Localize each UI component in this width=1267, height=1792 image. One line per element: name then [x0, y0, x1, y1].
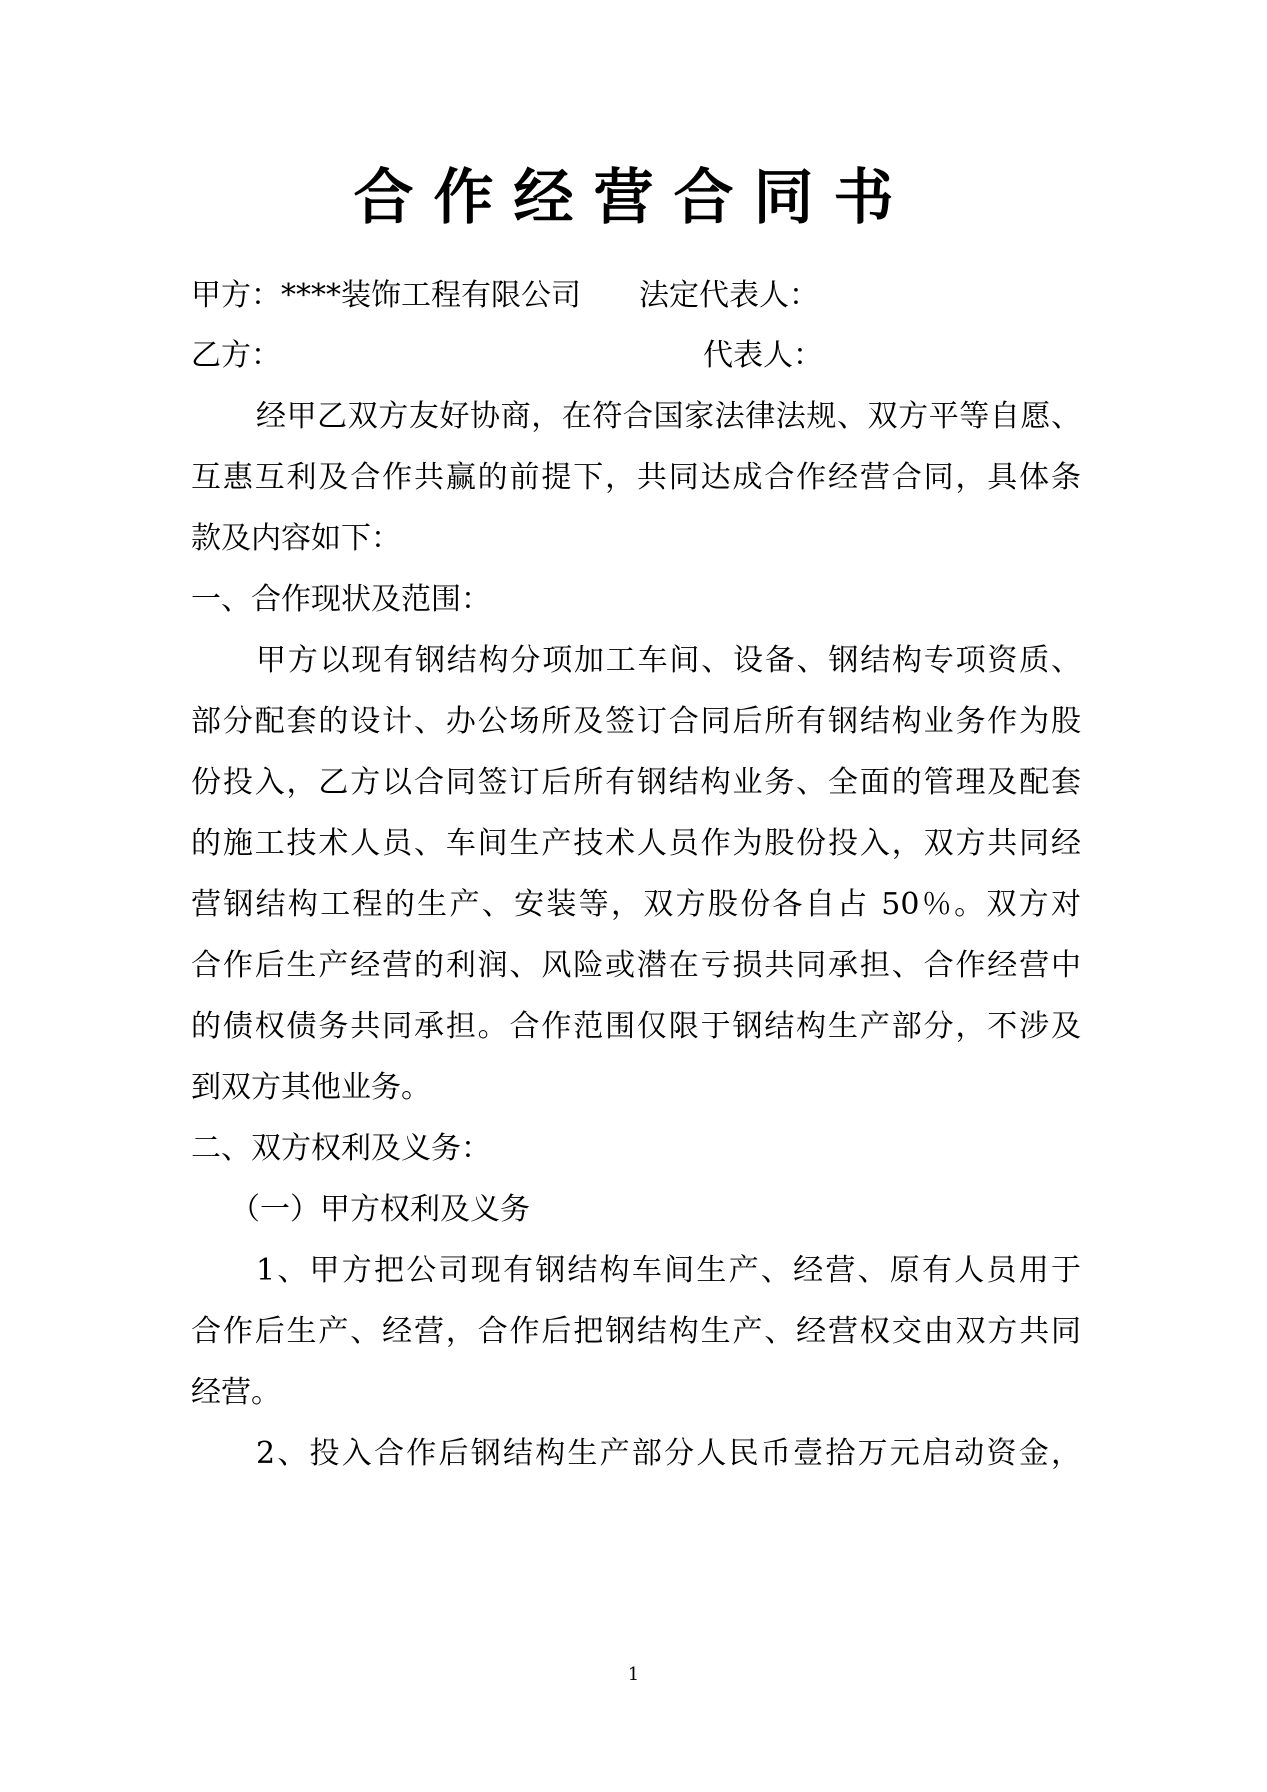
section-heading: 二、双方权利及义务： — [191, 1131, 491, 1166]
paragraph-line: 份投入，乙方以合同签订后所有钢结构业务、全面的管理及配套 — [191, 765, 1081, 800]
paragraph-line: 1、甲方把公司现有钢结构车间生产、经营、原有人员用于 — [256, 1253, 1081, 1288]
paragraph-line: 合作后生产经营的利润、风险或潜在亏损共同承担、合作经营中 — [191, 948, 1081, 983]
paragraph-line: 经营。 — [191, 1375, 281, 1410]
page-number: 1 — [627, 1664, 640, 1685]
paragraph-line: 的施工技术人员、车间生产技术人员作为股份投入，双方共同经 — [191, 826, 1081, 861]
paragraph-line: 经甲乙双方友好协商，在符合国家法律法规、双方平等自愿、 — [256, 399, 1081, 434]
paragraph-line: 的债权债务共同承担。合作范围仅限于钢结构生产部分，不涉及 — [191, 1009, 1081, 1044]
paragraph-line: 互惠互利及合作共赢的前提下，共同达成合作经营合同，具体条 — [191, 460, 1081, 495]
party-b-line: 乙方： — [191, 338, 281, 373]
party-b-representative-label: 代表人： — [703, 338, 823, 373]
paragraph-line: 甲方以现有钢结构分项加工车间、设备、钢结构专项资质、 — [256, 643, 1081, 678]
paragraph-line: 2、投入合作后钢结构生产部分人民币壹拾万元启动资金， — [256, 1436, 1081, 1471]
paragraph-line: 款及内容如下： — [191, 521, 401, 556]
party-a-line: 甲方：****装饰工程有限公司 — [191, 278, 581, 313]
paragraph-line: 部分配套的设计、办公场所及签订合同后所有钢结构业务作为股 — [191, 704, 1081, 739]
section-heading: 一、合作现状及范围： — [191, 582, 491, 617]
subsection-heading: （一）甲方权利及义务 — [230, 1192, 530, 1227]
paragraph-line: 营钢结构工程的生产、安装等，双方股份各自占 50％。双方对 — [191, 887, 1081, 922]
contract-title: 合作经营合同书 — [353, 163, 914, 233]
paragraph-line: 合作后生产、经营，合作后把钢结构生产、经营权交由双方共同 — [191, 1314, 1081, 1349]
paragraph-line: 到双方其他业务。 — [191, 1070, 431, 1105]
party-a-representative-label: 法定代表人： — [639, 278, 819, 313]
